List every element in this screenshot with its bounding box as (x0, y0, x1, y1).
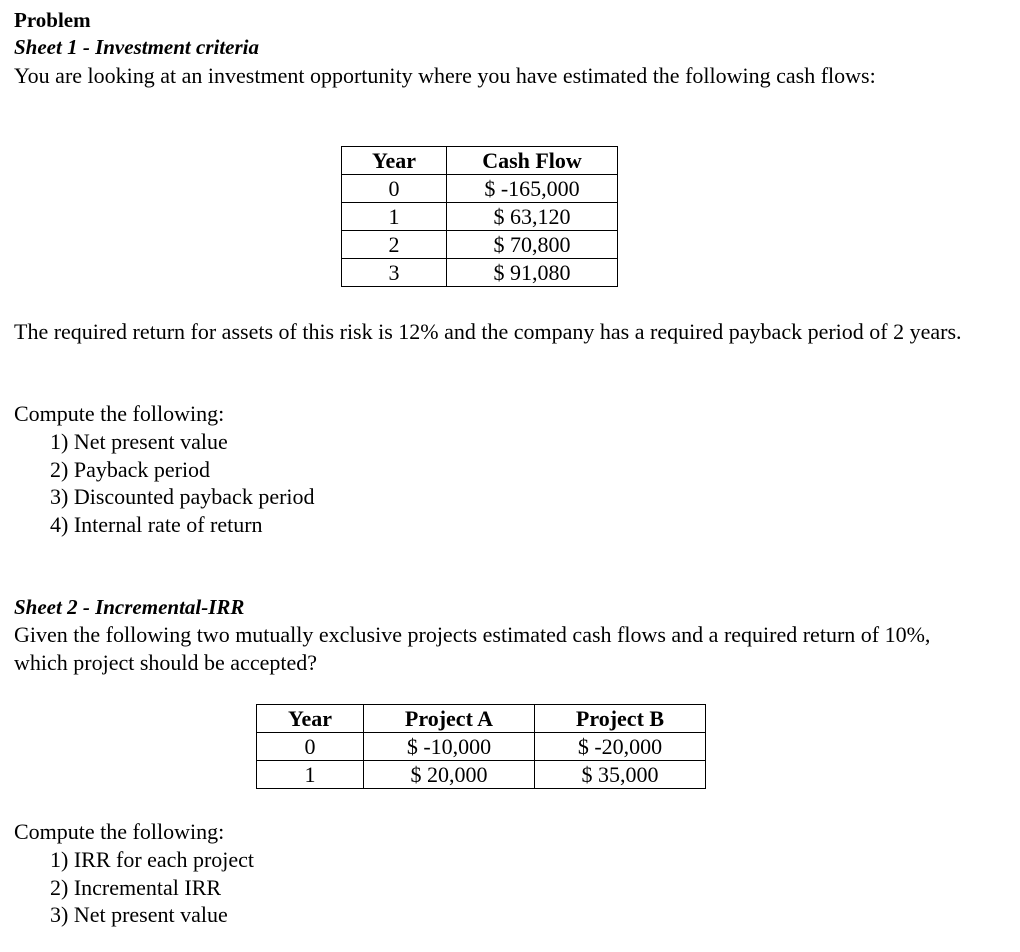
task-text: Incremental IRR (73, 874, 222, 900)
task-number: 4) (50, 511, 69, 537)
sheet1-requirement: The required return for assets of this risk is 12% and the company has a required payback period of 2 years. (14, 319, 962, 344)
problem-title: Problem (14, 8, 91, 32)
list-item (14, 456, 315, 484)
list-item (14, 901, 254, 929)
table-row (342, 231, 618, 259)
task-number: 1) (50, 847, 69, 872)
header-project-a: Project A (364, 705, 535, 733)
project-a-cell: $ 20,000 (364, 761, 535, 789)
year-cell: 0 (342, 175, 447, 203)
table-row (342, 259, 618, 287)
list-item (14, 483, 315, 511)
task-number: 3) (50, 484, 69, 509)
list-item (14, 428, 315, 456)
cash-flow-table (341, 146, 618, 287)
project-b-cell: $ -20,000 (535, 733, 706, 761)
sheet1-heading: Sheet 1 - Investment criteria (14, 35, 259, 59)
sheet2-heading: Sheet 2 - Incremental-IRR (14, 595, 245, 619)
list-item (14, 846, 254, 874)
sheet1-compute-label: Compute the following: (14, 401, 225, 426)
sheet2-compute-label: Compute the following: (14, 819, 225, 844)
task-text: IRR for each project (73, 847, 255, 872)
cash-flow-cell: $ -165,000 (447, 175, 618, 203)
task-text: Internal rate of return (73, 511, 263, 537)
table-header-row (342, 147, 618, 175)
year-cell: 0 (257, 733, 364, 761)
year-cell: 3 (342, 259, 447, 287)
table-row (257, 761, 706, 789)
task-text: Payback period (73, 456, 211, 482)
table-row (257, 733, 706, 761)
task-number: 2) (50, 456, 69, 482)
sheet1-intro: You are looking at an investment opportunity where you have estimated the following cash flows: (14, 63, 876, 88)
task-text: Discounted payback period (73, 484, 315, 509)
cash-flow-cell: $ 63,120 (447, 203, 618, 231)
table-row (342, 175, 618, 203)
header-year: Year (342, 147, 447, 175)
projects-table (256, 704, 706, 789)
header-cash-flow: Cash Flow (447, 147, 618, 175)
table-row (342, 203, 618, 231)
task-text: Net present value (73, 902, 228, 927)
task-number: 3) (50, 902, 69, 927)
cash-flow-cell: $ 70,800 (447, 231, 618, 259)
list-item (14, 874, 254, 902)
cash-flow-cell: $ 91,080 (447, 259, 618, 287)
header-year: Year (257, 705, 364, 733)
sheet1-task-list (14, 428, 315, 538)
list-item (14, 511, 315, 539)
project-b-cell: $ 35,000 (535, 761, 706, 789)
sheet2-task-list (14, 846, 254, 929)
sheet2-intro: Given the following two mutually exclusive projects estimated cash flows and a required return of 10%, which project should be accepted? (14, 622, 931, 675)
task-number: 2) (50, 874, 69, 900)
year-cell: 2 (342, 231, 447, 259)
task-text: Net present value (73, 429, 228, 454)
task-number: 1) (50, 429, 69, 454)
table-header-row (257, 705, 706, 733)
year-cell: 1 (342, 203, 447, 231)
header-project-b: Project B (535, 705, 706, 733)
year-cell: 1 (257, 761, 364, 789)
project-a-cell: $ -10,000 (364, 733, 535, 761)
